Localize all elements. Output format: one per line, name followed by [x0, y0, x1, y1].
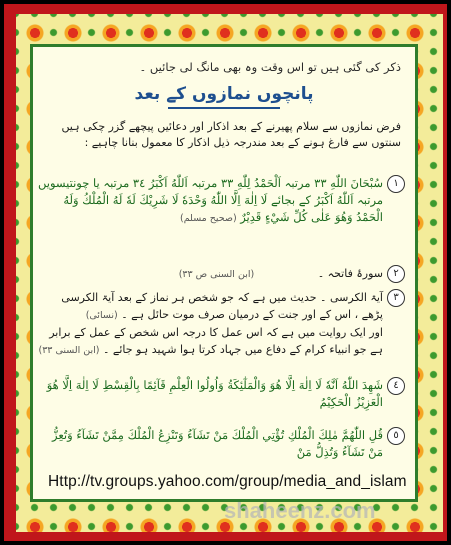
list-item-4 [37, 377, 405, 411]
reference: (صحیح مسلم) [180, 213, 237, 224]
list-item-2 [37, 265, 405, 283]
top-line-text: ذکر کی گئی ہیں تو اس وقت وہ بھی مانگ لی جائیں ۔ [139, 60, 401, 74]
reference: (نسائی) [85, 310, 118, 321]
item-number: ٥ [387, 427, 405, 445]
item-number: ١ [387, 175, 405, 193]
watermark-logo: shaheenz.com [224, 498, 376, 523]
reference: (ابن السنی ص ٣٣) [178, 269, 255, 280]
list-item-1 [37, 175, 405, 227]
list-item-5 [37, 427, 405, 461]
source-url: Http://tv.groups.yahoo.com/group/media_and_islam [48, 473, 407, 490]
arabic-text: سُبْحَانَ اللّٰهِ ٣٣ مرتبہ اَلْحَمْدُ لِلّٰهِ ٣٣ مرتبہ اَللّٰهُ اَكْبَرُ ٣٤ مرتبہ یا چونتیسویں مرتبہ اَللّٰهُ اَكْبَرُ کے بجائے لَا اِلٰهَ اِلَّا اللّٰهُ وَحْدَهٗ لَا شَرِيْكَ لَهٗ لَهُ الْمُلْكُ وَلَهُ الْحَمْدُ وَهُوَ عَلٰى كُلِّ شَيْءٍ قَدِيْرٌ [37, 176, 383, 224]
urdu-text-continued: اور ایک روایت میں ہے کہ اس عمل کا درجہ اس شخص کے عمل کے برابر ہے جو انبیاء کرام کے دفاع میں جہاد کرتا ہوا شہید ہو جائے ۔ [49, 326, 383, 356]
item-number: ٣ [387, 289, 405, 307]
item-number: ٤ [387, 377, 405, 395]
item-number: ٢ [387, 265, 405, 283]
intro-paragraph: فرض نمازوں سے سلام پھیرنے کے بعد اذکار اور دعائیں پیچھے گزر چکی ہیں سنتوں سے فارغ ہونے کے بعد مندرجہ ذیل اذکار کا معمول بنانا چاہیے : [61, 120, 401, 149]
arabic-text: قُلِ اللّٰهُمَّ مٰلِكَ الْمُلْكِ تُؤْتِي الْمُلْكَ مَنْ تَشَآءُ وَتَنْزِعُ الْمُلْكَ مِمَّنْ تَشَآءُ وَتُعِزُّ مَنْ تَشَآءُ وَتُذِلُّ مَنْ [52, 428, 383, 459]
reference: (ابن السنی ٣٣) [38, 345, 100, 356]
list-item-3 [37, 289, 405, 359]
arabic-text: شَهِدَ اللّٰهُ اَنَّهٗ لَا اِلٰهَ اِلَّا هُوَ وَالْمَلٰٓئِكَةُ وَاُولُوا الْعِلْمِ قَآئِمًا بِالْقِسْطِ لَا اِلٰهَ اِلَّا هُوَ الْعَزِيْزُ الْحَكِيْمُ [46, 378, 383, 409]
urdu-text: آیۃ الکرسی ۔ حدیث میں ہے کہ جو شخص ہر نماز کے بعد آیۃ الکرسی پڑھے ، اس کے اور جنت کے درمیان صرف موت حائل ہے ۔ [61, 291, 383, 321]
document-page [30, 44, 418, 502]
urdu-text: سورۂ فاتحہ ۔ [317, 267, 383, 280]
page-heading: پانچوں نمازوں کے بعد [134, 84, 314, 104]
heading-underline [168, 107, 280, 109]
